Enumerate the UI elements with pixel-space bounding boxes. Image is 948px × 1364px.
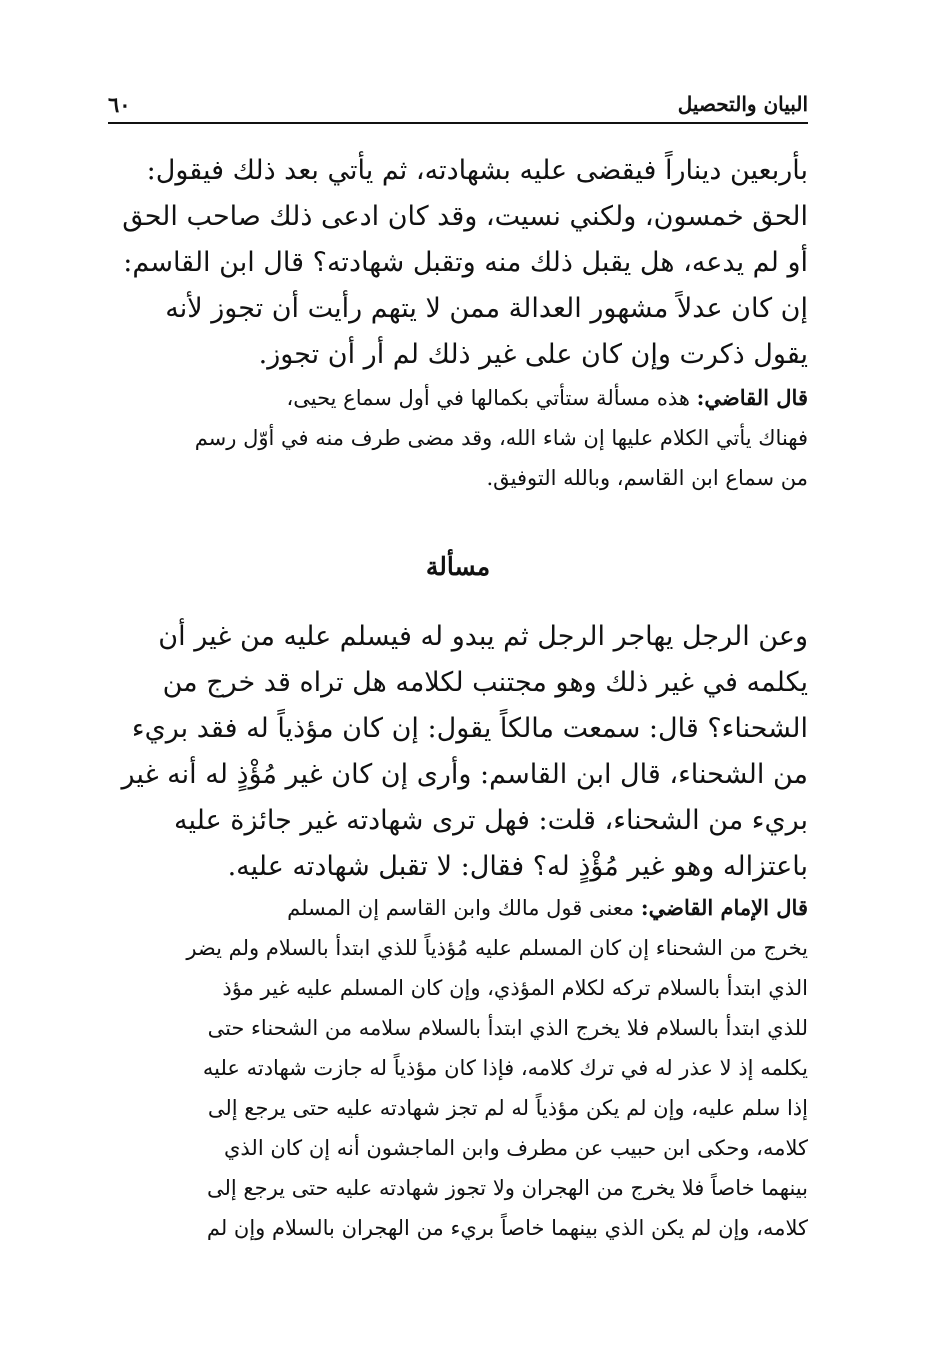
text-line: بأربعين ديناراً فيقضى عليه بشهادته، ثم يأتي بعد ذلك فيقول: bbox=[146, 155, 808, 186]
text-line: للذي ابتدأ بالسلام فلا يخرج الذي ابتدأ بالسلام سلامه من الشحناء حتى bbox=[207, 1016, 808, 1040]
commentary-text: معنى قول مالك وابن القاسم إن المسلم bbox=[287, 896, 635, 920]
text-line: من الشحناء، قال ابن القاسم: وأرى إن كان غير مُؤْذٍ له أنه غير bbox=[121, 759, 808, 790]
text-line: يكلمه إذ لا عذر له في ترك كلامه، فإذا كان مؤذياً له جازت شهادته عليه bbox=[202, 1056, 808, 1080]
page-header bbox=[108, 88, 808, 124]
text-line: يخرج من الشحناء إن كان المسلم عليه مُؤذياً للذي ابتدأ بالسلام ولم يضر bbox=[186, 936, 808, 960]
commentary-1 bbox=[108, 378, 808, 498]
text-line: كلامه، وإن لم يكن الذي بينهما خاصاً بريء من الهجران بالسلام وإن لم bbox=[206, 1216, 808, 1240]
paragraph-question-2 bbox=[108, 614, 808, 890]
text-line: يكلمه في غير ذلك وهو مجتنب لكلامه هل تراه قد خرج من bbox=[162, 667, 808, 698]
commentary-2 bbox=[108, 888, 808, 1248]
page-number: ٦٠ bbox=[108, 92, 131, 117]
commentary-speaker: قال القاضي: bbox=[696, 385, 808, 410]
text-line: بريء من الشحناء، قلت: فهل ترى شهادته غير جائزة عليه bbox=[174, 805, 808, 836]
text-line: إن كان عدلاً مشهور العدالة ممن لا يتهم رأيت أن تجوز لأنه bbox=[165, 293, 808, 324]
text-line: يقول ذكرت وإن كان على غير ذلك لم أر أن تجوز. bbox=[258, 339, 808, 370]
section-title: مسألة bbox=[425, 552, 491, 581]
text-line: إذا سلم عليه، وإن لم يكن مؤذياً له لم تجز شهادته عليه حتى يرجع إلى bbox=[207, 1096, 808, 1120]
text-line: الذي ابتدأ بالسلام تركه لكلام المؤذي، وإن كان المسلم عليه غير مؤذ bbox=[222, 976, 808, 1000]
text-line: وعن الرجل يهاجر الرجل ثم يبدو له فيسلم عليه من غير أن bbox=[158, 621, 808, 652]
text-line: من سماع ابن القاسم، وبالله التوفيق. bbox=[486, 466, 808, 490]
text-line: فهناك يأتي الكلام عليها إن شاء الله، وقد مضى طرف منه في أوّل رسم bbox=[194, 426, 808, 450]
commentary-speaker: قال الإمام القاضي: bbox=[640, 895, 808, 920]
paragraph-question-1 bbox=[108, 148, 808, 378]
running-title: البيان والتحصيل bbox=[677, 92, 808, 116]
text-line: الشحناء؟ قال: سمعت مالكاً يقول: إن كان مؤذياً له فقد بريء bbox=[131, 713, 808, 744]
commentary-text: هذه مسألة ستأتي بكمالها في أول سماع يحيى، bbox=[286, 386, 690, 410]
text-line bbox=[108, 378, 808, 418]
text-line: أو لم يدعه، هل يقبل ذلك منه وتقبل شهادته؟ قال ابن القاسم: bbox=[123, 247, 808, 278]
text-line: كلامه، وحكى ابن حبيب عن مطرف وابن الماجشون أنه إن كان الذي bbox=[223, 1136, 808, 1160]
text-line: الحق خمسون، ولكني نسيت، وقد كان ادعى ذلك صاحب الحق bbox=[122, 201, 808, 232]
text-line bbox=[108, 888, 808, 928]
text-line: باعتزاله وهو غير مُؤْذٍ له؟ فقال: لا تقبل شهادته عليه. bbox=[227, 851, 808, 882]
text-line: بينهما خاصاً فلا يخرج من الهجران ولا تجوز شهادته عليه حتى يرجع إلى bbox=[207, 1176, 808, 1200]
